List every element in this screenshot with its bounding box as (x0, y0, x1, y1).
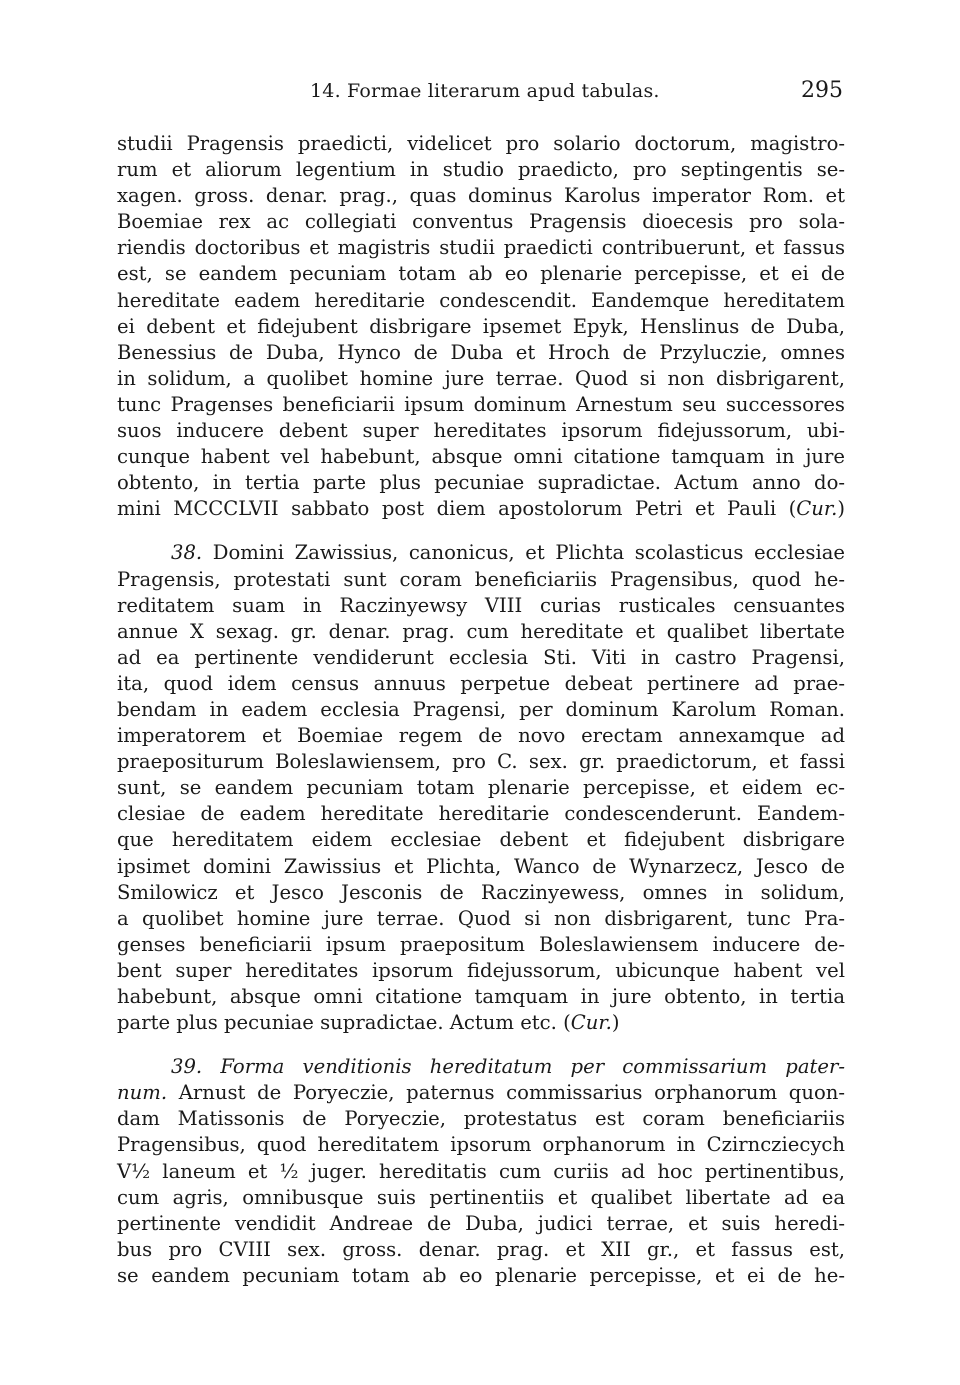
running-title: 14. Formae literarum apud tabulas. (310, 80, 660, 102)
text-line: suos inducere debent super hereditates ipsorum fidejussorum, ubi- (117, 419, 845, 443)
text-line: cunque habent vel habebunt, absque omni citatione tamquam in jure (117, 445, 845, 469)
text-line: cum agris, omnibusque suis pertinentiis et qualibet libertate ad ea (117, 1185, 845, 1209)
text-line: Pragensibus, quod hereditatem ipsorum orphanorum in Czirncziecych (117, 1133, 845, 1157)
text-line: hereditate eadem hereditarie condescendit. Eandemque hereditatem (117, 288, 845, 312)
text-line: V½ laneum et ½ juger. hereditatis cum curiis ad hoc pertinentibus, (117, 1159, 845, 1183)
text-line: est, se eandem pecuniam totam ab eo plenarie percepisse, et ei de (117, 262, 845, 286)
text-line: studii Pragensis praedicti, videlicet pro solario doctorum, magistro- (117, 132, 845, 155)
entry-heading: Forma venditionis hereditatum per commissarium pater- (220, 1055, 845, 1079)
entry-39 (117, 1054, 845, 1289)
text-line: a quolibet homine jure terrae. Quod si non disbrigarent, tunc Pra- (117, 906, 845, 930)
document-page (117, 76, 845, 1289)
text-line: num. Arnust de Poryeczie, paternus commissarius orphanorum quon- (117, 1081, 845, 1105)
running-header (117, 76, 845, 106)
text-line: sunt, se eandem pecuniam totam plenarie percepisse, et eidem ec- (117, 776, 845, 800)
text-line: bent super hereditates ipsorum fidejussorum, ubicunque habent vel (117, 958, 845, 982)
entry-heading-end: num. (117, 1081, 168, 1105)
entry-38 (117, 540, 845, 1036)
text-line: tunc Pragenses beneficiarii ipsum dominum Arnestum seu successores (117, 392, 845, 416)
page-number: 295 (801, 78, 843, 103)
text-line: pertinente vendidit Andreae de Duba, judici terrae, et suis heredi- (117, 1211, 845, 1235)
text-line: rum et aliorum legentium in studio praedicto, pro septingentis se- (117, 158, 845, 182)
text-line: que hereditatem eidem ecclesiae debent et fidejubent disbrigare (117, 828, 845, 852)
text-line: habebunt, absque omni citatione tamquam in jure obtento, in tertia (117, 985, 845, 1008)
citation: Cur. (796, 497, 838, 521)
text-line: riendis doctoribus et magistris studii praedicti contribuerunt, et fassus (117, 236, 845, 260)
text-line: clesiae de eadem hereditate hereditarie condescenderunt. Eandem- (117, 802, 845, 826)
text-line: annue X sexag. gr. denar. prag. cum hereditate et qualibet libertate (117, 619, 845, 643)
text-line: genses beneficiarii ipsum praepositum Boleslawiensem inducere de- (117, 932, 845, 956)
paragraph-continuation (117, 131, 845, 522)
text-line: dam Matissonis de Poryeczie, protestatus est coram beneficiariis (117, 1107, 845, 1131)
text-line: in solidum, a quolibet homine jure terrae. Quod si non disbrigarent, (117, 366, 845, 390)
text-line: Smilowicz et Jesco Jesconis de Raczinyewess, omnes in solidum, (117, 880, 845, 904)
text-line: ad ea pertinente vendiderunt ecclesia Sti. Viti in castro Pragensi, (117, 645, 845, 669)
text-line: praepositurum Boleslawiensem, pro C. sex. gr. praedictorum, et fassi (117, 750, 845, 774)
text-line: ei debent et fidejubent disbrigare ipsemet Epyk, Henslinus de Duba, (117, 314, 845, 338)
text-line: Benessius de Duba, Hynco de Duba et Hroch de Przyluczie, omnes (117, 340, 845, 364)
text-line: ita, quod idem census annuus perpetue debeat pertinere ad prae- (117, 671, 845, 695)
text-line-final: parte plus pecuniae supradictae. Actum etc. (Cur.) (117, 1011, 620, 1035)
citation: Cur. (570, 1011, 612, 1035)
entry-first-line: 38. Domini Zawissius, canonicus, et Plichta scolasticus ecclesiae (171, 541, 846, 565)
entry-number: 38. (171, 541, 203, 565)
text-line: xagen. gross. denar. prag., quas dominus Karolus imperator Rom. et (117, 184, 845, 208)
body-text (117, 131, 845, 1289)
text-line: reditatem suam in Raczinyewsy VIII curias rusticales censuantes (117, 593, 845, 617)
text-line: obtento, in tertia parte plus pecuniae supradictae. Actum anno do- (117, 471, 845, 495)
text-line: Pragensis, protestati sunt coram beneficiariis Pragensibus, quod he- (117, 567, 845, 591)
text-line: bus pro CVIII sex. gross. denar. prag. et XII gr., et fassus est, (117, 1237, 845, 1261)
text-line-final: mini MCCCLVII sabbato post diem apostolorum Petri et Pauli (Cur.) (117, 497, 845, 521)
text-line: bendam in eadem ecclesia Pragensi, per dominum Karolum Roman. (117, 697, 845, 721)
text-line: se eandem pecuniam totam ab eo plenarie percepisse, et ei de he- (117, 1263, 845, 1287)
entry-heading-line (117, 1054, 845, 1080)
text-line: ipsimet domini Zawissius et Plichta, Wanco de Wynarzecz, Jesco de (117, 854, 845, 878)
text-line: imperatorem et Boemiae regem de novo erectam annexamque ad (117, 724, 845, 748)
text-line: Boemiae rex ac collegiati conventus Pragensis dioecesis pro sola- (117, 210, 845, 234)
entry-number: 39. (171, 1055, 203, 1079)
